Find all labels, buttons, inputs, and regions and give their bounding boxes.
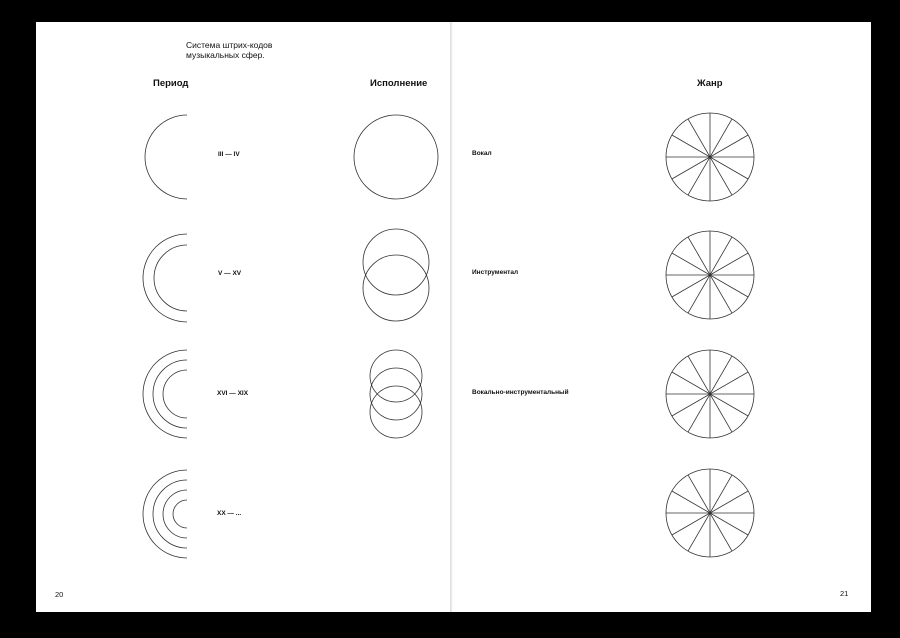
period-label-3: XVI — XIX [217,390,249,397]
period-label-2: V — XV [218,270,242,277]
genre-symbols [666,113,754,557]
page-number-right: 21 [840,589,849,598]
performance-circle-3-3 [370,386,422,438]
performance-circle-2-1 [363,229,429,295]
page-caption: Система штрих-кодов музыкальных сфер. [186,40,273,60]
period-label-4: XX — ... [217,510,242,517]
performance-circle-3-1 [370,350,422,402]
genre-wheel-2 [666,231,754,319]
period-label-1: III — IV [218,151,240,158]
period-arc-3-1 [143,350,187,438]
performance-label-2: Инструментал [472,269,519,276]
period-arc-4-1 [143,470,187,558]
period-arc-2-1 [143,234,187,322]
genre-wheel-1 [666,113,754,201]
heading-performance: Исполнение [370,78,428,89]
heading-period: Период [153,78,189,89]
heading-genre: Жанр [697,78,723,89]
performance-circle-2-2 [363,255,429,321]
genre-wheel-3 [666,350,754,438]
performance-label-3: Вокально-инструментальный [472,389,569,396]
performance-circle-1-1 [354,115,438,199]
page-number-left: 20 [55,590,64,599]
period-arc-4-3 [163,490,187,538]
performance-circle-3-2 [370,368,422,420]
performance-label-1: Вокал [472,150,492,157]
period-arc-1-1 [145,115,187,199]
period-arc-4-4 [173,500,187,528]
performance-symbols [354,115,438,438]
period-symbols [143,115,187,558]
period-arc-2-2 [154,245,187,311]
genre-wheel-4 [666,469,754,557]
period-arc-3-3 [163,370,187,418]
